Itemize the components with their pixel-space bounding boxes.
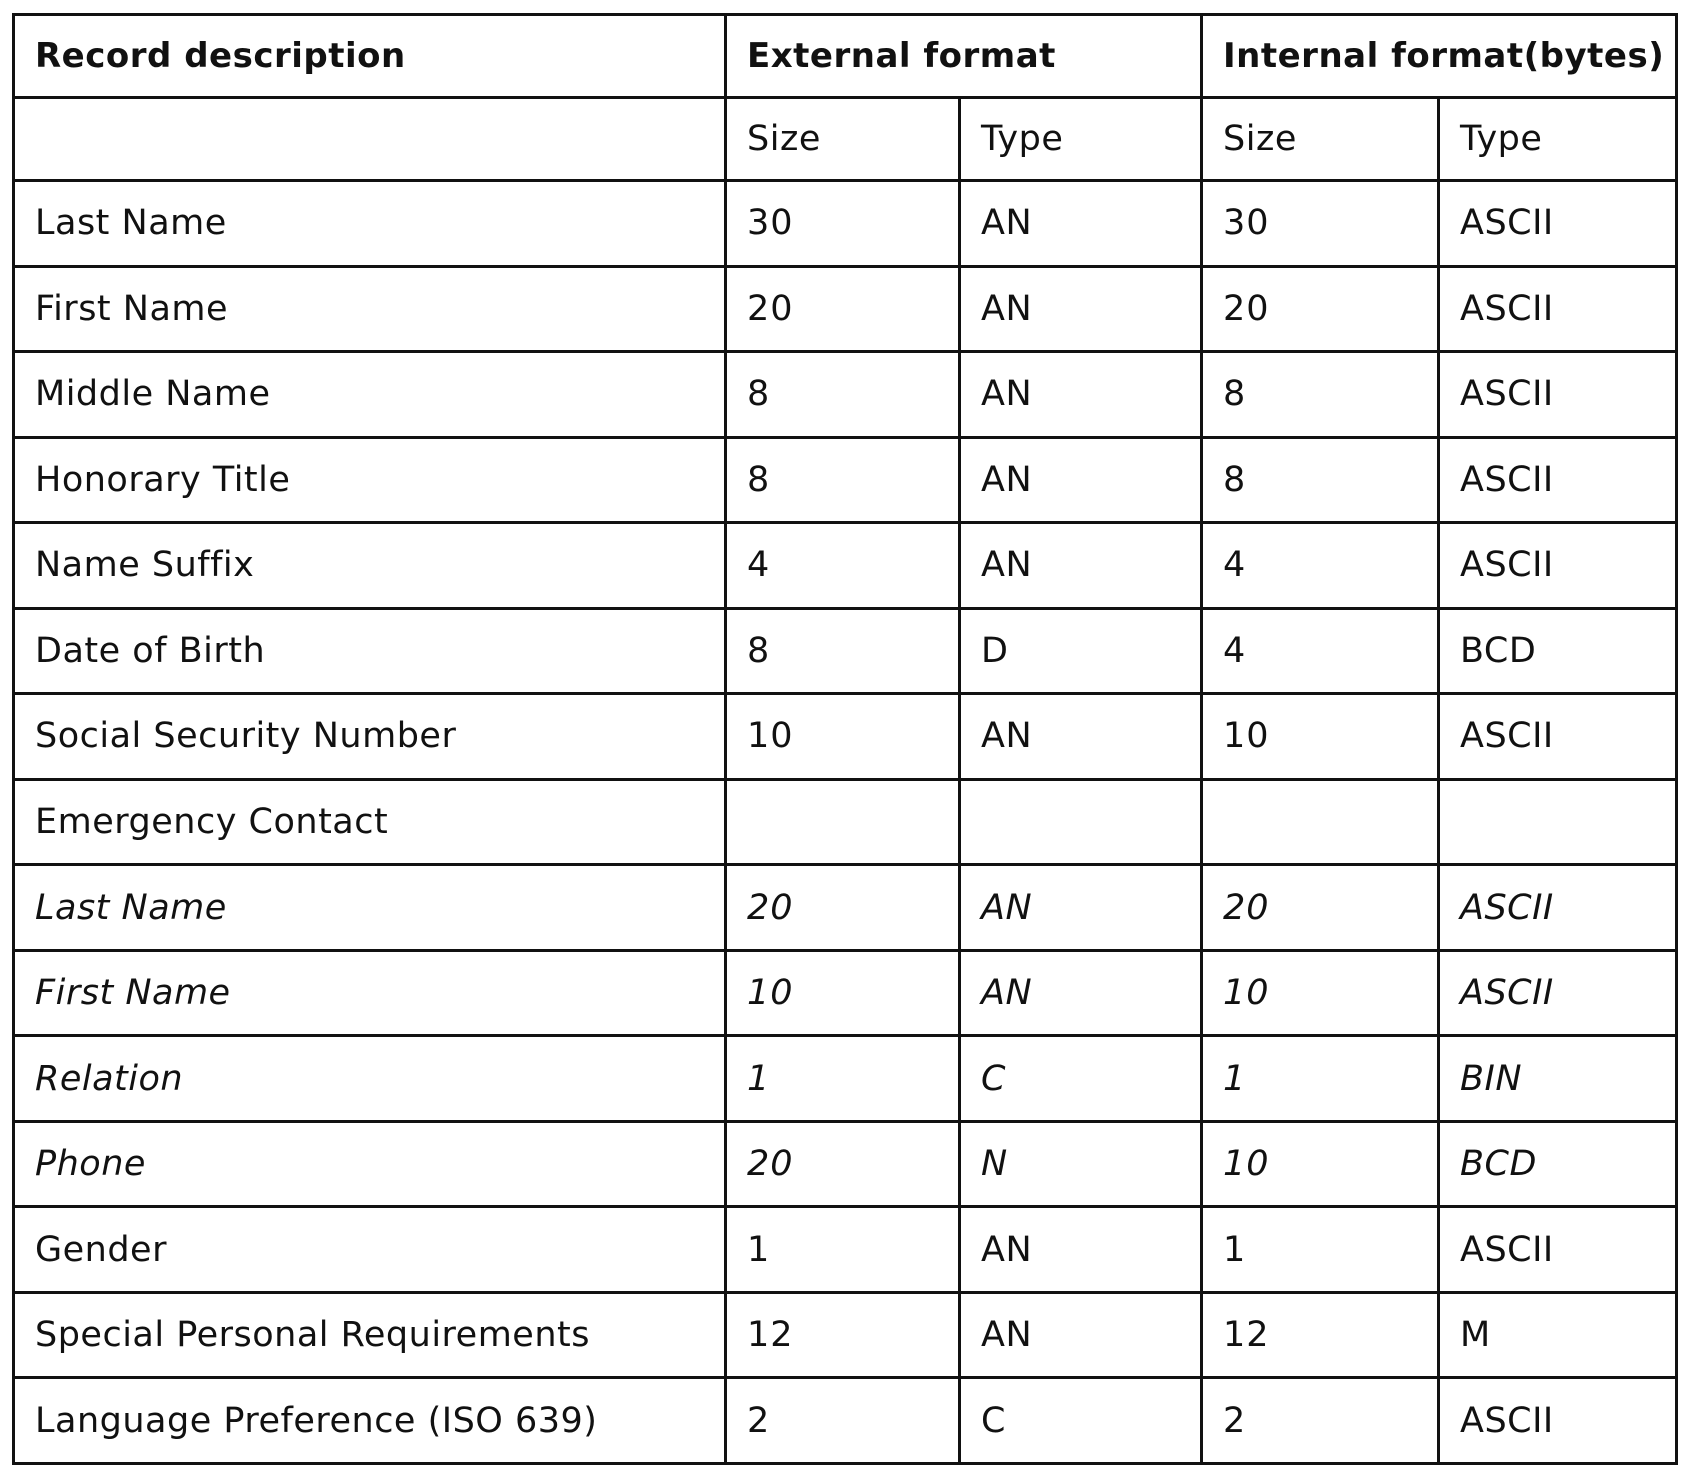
cell-external-type: N bbox=[960, 1121, 1202, 1207]
cell-internal-size: 20 bbox=[1202, 865, 1439, 951]
cell-external-size: 8 bbox=[726, 352, 960, 438]
cell-external-type: AN bbox=[960, 352, 1202, 438]
sub-header-row bbox=[14, 98, 1677, 181]
cell-internal-type: BCD bbox=[1439, 1121, 1677, 1207]
cell-external-type: AN bbox=[960, 1292, 1202, 1378]
table-row bbox=[14, 1378, 1677, 1464]
cell-description: Special Personal Requirements bbox=[14, 1292, 726, 1378]
cell-external-size: 20 bbox=[726, 266, 960, 352]
cell-external-size: 4 bbox=[726, 523, 960, 609]
cell-description: Relation bbox=[14, 1036, 726, 1122]
cell-internal-type: BIN bbox=[1439, 1036, 1677, 1122]
cell-external-size: 10 bbox=[726, 950, 960, 1036]
cell-external-size: 2 bbox=[726, 1378, 960, 1464]
cell-description: Middle Name bbox=[14, 352, 726, 438]
cell-description: Phone bbox=[14, 1121, 726, 1207]
cell-external-size: 20 bbox=[726, 1121, 960, 1207]
cell-internal-size: 8 bbox=[1202, 352, 1439, 438]
cell-internal-size: 8 bbox=[1202, 437, 1439, 523]
cell-internal-type: M bbox=[1439, 1292, 1677, 1378]
cell-description: Last Name bbox=[14, 181, 726, 267]
header-internal-type: Type bbox=[1439, 98, 1677, 181]
cell-external-size: 10 bbox=[726, 694, 960, 780]
cell-internal-type: ASCII bbox=[1439, 865, 1677, 951]
header-internal-size: Size bbox=[1202, 98, 1439, 181]
cell-external-size: 1 bbox=[726, 1207, 960, 1293]
table-row-sub bbox=[14, 950, 1677, 1036]
cell-internal-size: 2 bbox=[1202, 1378, 1439, 1464]
cell-internal-type: BCD bbox=[1439, 608, 1677, 694]
header-external-format: External format bbox=[726, 15, 1202, 98]
cell-internal-size: 4 bbox=[1202, 523, 1439, 609]
cell-internal-size: 1 bbox=[1202, 1207, 1439, 1293]
header-external-type: Type bbox=[960, 98, 1202, 181]
cell-description: Name Suffix bbox=[14, 523, 726, 609]
cell-internal-size bbox=[1202, 779, 1439, 865]
cell-internal-type: ASCII bbox=[1439, 181, 1677, 267]
cell-external-type: AN bbox=[960, 694, 1202, 780]
cell-external-size: 20 bbox=[726, 865, 960, 951]
table-row bbox=[14, 608, 1677, 694]
cell-internal-size: 12 bbox=[1202, 1292, 1439, 1378]
table-row-sub bbox=[14, 865, 1677, 951]
cell-internal-type: ASCII bbox=[1439, 1378, 1677, 1464]
cell-internal-size: 10 bbox=[1202, 950, 1439, 1036]
record-format-table bbox=[12, 13, 1678, 1465]
table-row bbox=[14, 181, 1677, 267]
cell-description: Date of Birth bbox=[14, 608, 726, 694]
table-row bbox=[14, 1207, 1677, 1293]
table-row bbox=[14, 352, 1677, 438]
cell-external-size: 12 bbox=[726, 1292, 960, 1378]
cell-description: First Name bbox=[14, 950, 726, 1036]
cell-internal-size: 4 bbox=[1202, 608, 1439, 694]
table-body bbox=[14, 181, 1677, 1464]
cell-external-type: AN bbox=[960, 437, 1202, 523]
cell-external-size: 8 bbox=[726, 437, 960, 523]
table-row-sub bbox=[14, 1036, 1677, 1122]
header-description-blank bbox=[14, 98, 726, 181]
cell-internal-type: ASCII bbox=[1439, 694, 1677, 780]
table-row bbox=[14, 1292, 1677, 1378]
cell-external-type: AN bbox=[960, 181, 1202, 267]
cell-external-size: 1 bbox=[726, 1036, 960, 1122]
cell-internal-size: 1 bbox=[1202, 1036, 1439, 1122]
header-internal-format: Internal format(bytes) bbox=[1202, 15, 1677, 98]
table-row bbox=[14, 437, 1677, 523]
cell-internal-type: ASCII bbox=[1439, 352, 1677, 438]
table-header bbox=[14, 15, 1677, 181]
cell-external-type: AN bbox=[960, 523, 1202, 609]
cell-external-type: AN bbox=[960, 266, 1202, 352]
cell-external-size bbox=[726, 779, 960, 865]
cell-external-type: C bbox=[960, 1036, 1202, 1122]
cell-description: Honorary Title bbox=[14, 437, 726, 523]
cell-internal-size: 30 bbox=[1202, 181, 1439, 267]
cell-internal-size: 20 bbox=[1202, 266, 1439, 352]
cell-description: Emergency Contact bbox=[14, 779, 726, 865]
cell-internal-type bbox=[1439, 779, 1677, 865]
header-external-size: Size bbox=[726, 98, 960, 181]
cell-internal-type: ASCII bbox=[1439, 950, 1677, 1036]
cell-external-type: AN bbox=[960, 865, 1202, 951]
table-row-sub bbox=[14, 1121, 1677, 1207]
cell-description: First Name bbox=[14, 266, 726, 352]
cell-external-size: 30 bbox=[726, 181, 960, 267]
cell-description: Last Name bbox=[14, 865, 726, 951]
cell-internal-size: 10 bbox=[1202, 1121, 1439, 1207]
cell-internal-size: 10 bbox=[1202, 694, 1439, 780]
cell-description: Gender bbox=[14, 1207, 726, 1293]
table-row-section bbox=[14, 779, 1677, 865]
cell-external-type bbox=[960, 779, 1202, 865]
cell-description: Social Security Number bbox=[14, 694, 726, 780]
cell-external-type: AN bbox=[960, 1207, 1202, 1293]
cell-external-type: AN bbox=[960, 950, 1202, 1036]
cell-internal-type: ASCII bbox=[1439, 266, 1677, 352]
cell-description: Language Preference (ISO 639) bbox=[14, 1378, 726, 1464]
group-header-row bbox=[14, 15, 1677, 98]
table-row bbox=[14, 266, 1677, 352]
cell-internal-type: ASCII bbox=[1439, 1207, 1677, 1293]
cell-internal-type: ASCII bbox=[1439, 437, 1677, 523]
cell-external-type: C bbox=[960, 1378, 1202, 1464]
table-row bbox=[14, 523, 1677, 609]
cell-external-type: D bbox=[960, 608, 1202, 694]
header-record-description: Record description bbox=[14, 15, 726, 98]
cell-external-size: 8 bbox=[726, 608, 960, 694]
cell-internal-type: ASCII bbox=[1439, 523, 1677, 609]
table-row bbox=[14, 694, 1677, 780]
